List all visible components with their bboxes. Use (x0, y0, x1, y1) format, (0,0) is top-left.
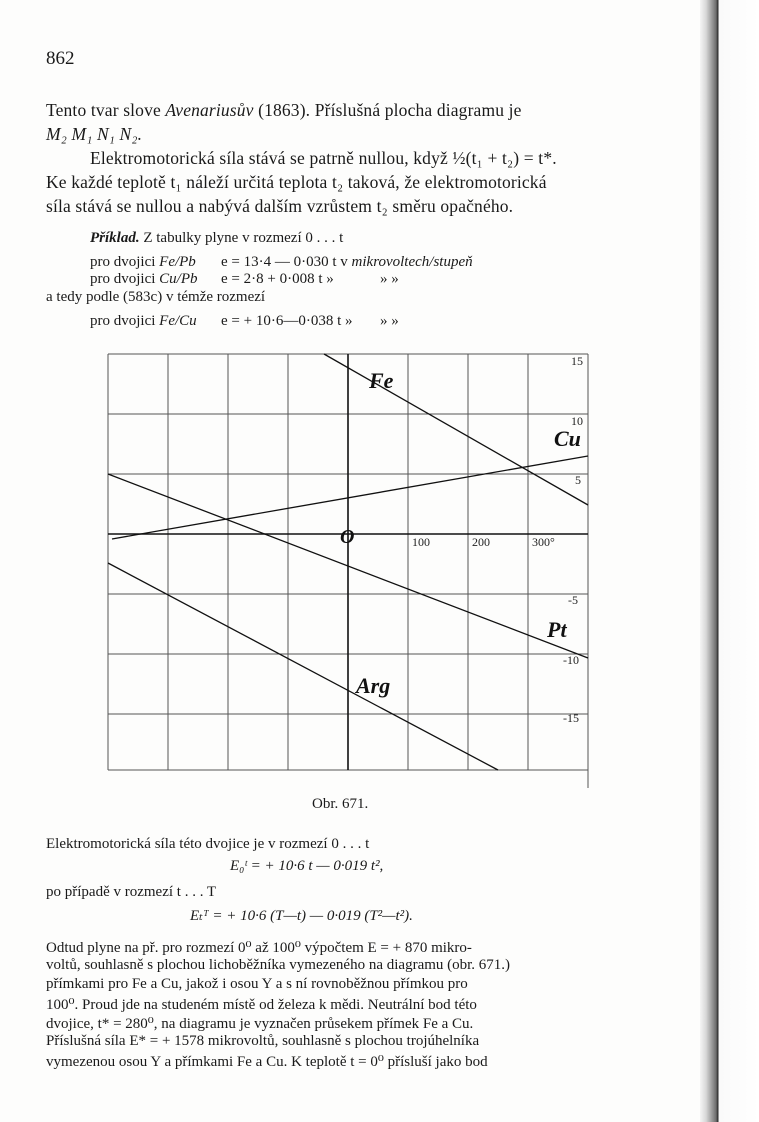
para2-l3: Odtud plyne na př. pro rozmezí 0⁰ až 100⁰ výpočtem E = + 870 mikro- (46, 940, 472, 956)
text: pro dvojici (90, 254, 160, 270)
svg-text:Cu: Cu (554, 426, 581, 451)
figure-caption: Obr. 671. (312, 796, 369, 812)
text: Z tabulky plyne v rozmezí 0 . . . t (139, 230, 344, 246)
para1-line2: M₂ M₁ N₁ N₂. (46, 124, 143, 144)
para2-l5: přímkami pro Fe a Cu, jakož i osou Y a s ní rovnoběžnou přímkou pro (46, 976, 468, 992)
svg-text:-15: -15 (563, 711, 579, 725)
equation-1: E₀ᵗ = + 10·6 t — 0·019 t², (230, 858, 384, 874)
svg-text:100: 100 (412, 535, 430, 549)
tick-labels (412, 354, 583, 725)
row2-ditto: » » (380, 271, 399, 287)
row3-eq: e = + 10·6—0·038 t » (221, 313, 353, 329)
text: pro dvojici (90, 271, 160, 287)
axes (108, 354, 588, 770)
example-mid: a tedy podle (583c) v témže rozmezí (46, 289, 266, 305)
svg-text:5: 5 (575, 473, 581, 487)
svg-text:Pt: Pt (547, 617, 567, 642)
pair: Cu/Pb (159, 271, 198, 287)
row2-eq: e = 2·8 + 0·008 t » (221, 271, 334, 287)
para2-l8: Příslušná síla E* = + 1578 mikrovoltů, souhlasně s plochou trojúhelníka (46, 1033, 480, 1049)
para2-l4: voltů, souhlasně s plochou lichoběžníka vymezeného na diagramu (obr. 671.) (46, 957, 511, 973)
para2-l7: dvojice, t* = 280⁰, na diagramu je vyznačen průsekem přímek Fe a Cu. (46, 1016, 474, 1032)
svg-text:15: 15 (571, 354, 583, 368)
page-number: 862 (46, 48, 75, 69)
pair: Fe/Pb (159, 254, 196, 270)
svg-text:300°: 300° (532, 535, 555, 549)
series-labels (340, 368, 581, 698)
para1-line3: Elektromotorická síla stává se patrně nullou, když ½(t₁ + t₂) = t*. (90, 148, 557, 168)
svg-text:O: O (340, 526, 355, 548)
svg-text:10: 10 (571, 414, 583, 428)
para2-line1: Elektromotorická síla této dvojice je v rozmezí 0 . . . t (46, 836, 370, 852)
author-name: Avenariusův (165, 100, 254, 120)
text: Tento tvar slove (46, 100, 166, 120)
unit: mikrovoltech/stupeň (351, 254, 473, 270)
svg-text:Fe: Fe (369, 368, 394, 393)
example-heading: Příklad. (90, 230, 140, 246)
fe-line (324, 354, 588, 505)
pair: Fe/Cu (159, 313, 197, 329)
row3-ditto: » » (380, 313, 399, 329)
svg-text:-10: -10 (563, 653, 579, 667)
para2-l9: vymezenou osou Y a přímkami Fe a Cu. K teplotě t = 0⁰ přísluší jako bod (46, 1054, 488, 1070)
para1-line4: Ke každé teplotě t₁ náleží určitá teplota t₂ taková, že elektromotorická (46, 172, 547, 192)
svg-text:Arg: Arg (356, 673, 391, 698)
text: pro dvojici (90, 313, 160, 329)
svg-text:-5: -5 (568, 593, 578, 607)
svg-text:200: 200 (472, 535, 490, 549)
text: (1863). Příslušná plocha diagramu je (253, 100, 522, 120)
para1-line5: síla stává se nullou a nabývá dalším vzrůstem t₂ směru opačného. (46, 196, 514, 216)
eq: e = 13·4 — 0·030 t v (221, 254, 352, 270)
equation-2: Eₜᵀ = + 10·6 (T—t) — 0·019 (T²—t²). (190, 908, 413, 924)
para2-line2: po případě v rozmezí t . . . T (46, 884, 217, 900)
para2-l6: 100⁰. Proud jde na studeném místě od železa k mědi. Neutrální bod této (46, 997, 477, 1013)
